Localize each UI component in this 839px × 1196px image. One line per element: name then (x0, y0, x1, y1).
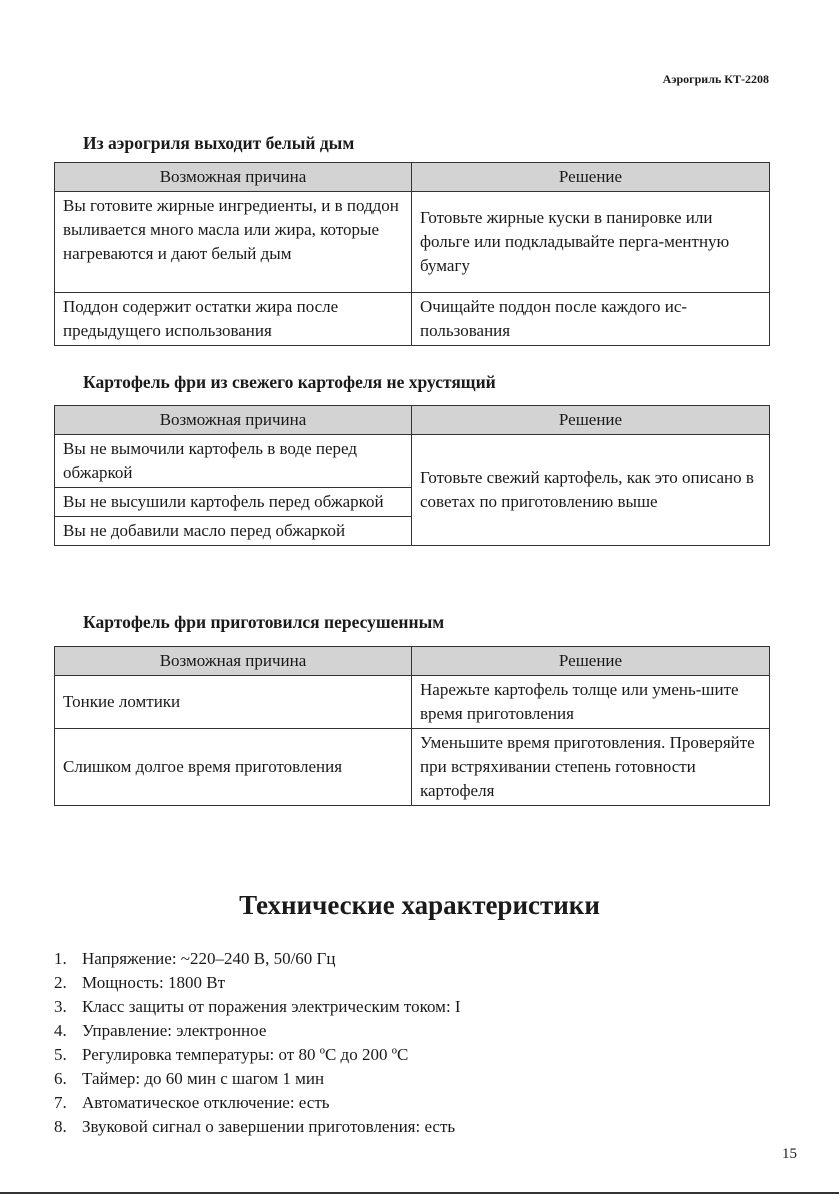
list-item-text: Управление: электронное (82, 1021, 267, 1040)
list-item-number: 6. (54, 1069, 67, 1088)
table-header-row (55, 163, 770, 192)
list-item-number: 1. (54, 949, 67, 968)
list-item (54, 1019, 461, 1043)
list-item (54, 1067, 461, 1091)
list-item-number: 4. (54, 1021, 67, 1040)
table-row (55, 676, 770, 729)
list-item-text: Звуковой сигнал о завершении приготовления: есть (82, 1117, 456, 1136)
table-row (55, 192, 770, 293)
page-number: 15 (782, 1146, 797, 1162)
specs-title: Технические характеристики (239, 890, 600, 920)
section-title-overdried: Картофель фри приготовился пересушенным (83, 612, 445, 632)
list-item-text: Регулировка температуры: от 80 ºС до 200 ºС (82, 1045, 409, 1064)
solution-cell: Нарежьте картофель толще или умень-шите время приготовления (412, 676, 770, 729)
specs-list (54, 947, 461, 1139)
list-item-number: 7. (54, 1093, 67, 1112)
list-item-number: 3. (54, 997, 67, 1016)
list-item (54, 995, 461, 1019)
cause-cell: Вы готовите жирные ингредиенты, и в поддон выливается много масла или жира, которые нагреваются и дают белый дым (55, 192, 412, 293)
list-item-text: Таймер: до 60 мин с шагом 1 мин (82, 1069, 325, 1088)
solution-cell: Очищайте поддон после каждого ис-пользования (412, 293, 770, 346)
column-header-cause: Возможная причина (55, 406, 412, 435)
bottom-rule (0, 1192, 839, 1194)
troubleshooting-table-not-crispy (54, 405, 770, 546)
list-item-number: 8. (54, 1117, 67, 1136)
page-header: Аэрогриль КТ-2208 (662, 72, 769, 86)
cause-cell: Вы не вымочили картофель в воде перед обжаркой (55, 435, 412, 488)
list-item (54, 971, 461, 995)
solution-cell: Уменьшите время приготовления. Проверяйте при встряхивании степень готовности картофеля (412, 729, 770, 806)
table-row (55, 435, 770, 488)
column-header-cause: Возможная причина (55, 163, 412, 192)
section-title-white-smoke: Из аэрогриля выходит белый дым (83, 133, 355, 153)
list-item (54, 1043, 461, 1067)
column-header-cause: Возможная причина (55, 647, 412, 676)
table-row (55, 729, 770, 806)
list-item-text: Напряжение: ~220–240 В, 50/60 Гц (82, 949, 336, 968)
list-item (54, 1115, 461, 1139)
list-item-text: Класс защиты от поражения электрическим током: I (82, 997, 461, 1016)
solution-cell: Готовьте свежий картофель, как это описано в советах по приготовлению выше (412, 435, 770, 546)
column-header-solution: Решение (412, 647, 770, 676)
column-header-solution: Решение (412, 406, 770, 435)
list-item (54, 947, 461, 971)
list-item-text: Мощность: 1800 Вт (82, 973, 226, 992)
cause-cell: Поддон содержит остатки жира после предыдущего использования (55, 293, 412, 346)
list-item (54, 1091, 461, 1115)
list-item-number: 2. (54, 973, 67, 992)
cause-cell: Вы не добавили масло перед обжаркой (55, 517, 412, 546)
cause-cell: Тонкие ломтики (55, 676, 412, 729)
column-header-solution: Решение (412, 163, 770, 192)
table-header-row (55, 647, 770, 676)
troubleshooting-table-white-smoke (54, 162, 770, 346)
section-title-not-crispy: Картофель фри из свежего картофеля не хрустящий (83, 372, 496, 392)
troubleshooting-table-overdried (54, 646, 770, 806)
table-header-row (55, 406, 770, 435)
table-row (55, 293, 770, 346)
cause-cell: Вы не высушили картофель перед обжаркой (55, 488, 412, 517)
solution-cell: Готовьте жирные куски в панировке или фольге или подкладывайте перга-ментную бумагу (412, 192, 770, 293)
list-item-number: 5. (54, 1045, 67, 1064)
cause-cell: Слишком долгое время приготовления (55, 729, 412, 806)
list-item-text: Автоматическое отключение: есть (82, 1093, 330, 1112)
